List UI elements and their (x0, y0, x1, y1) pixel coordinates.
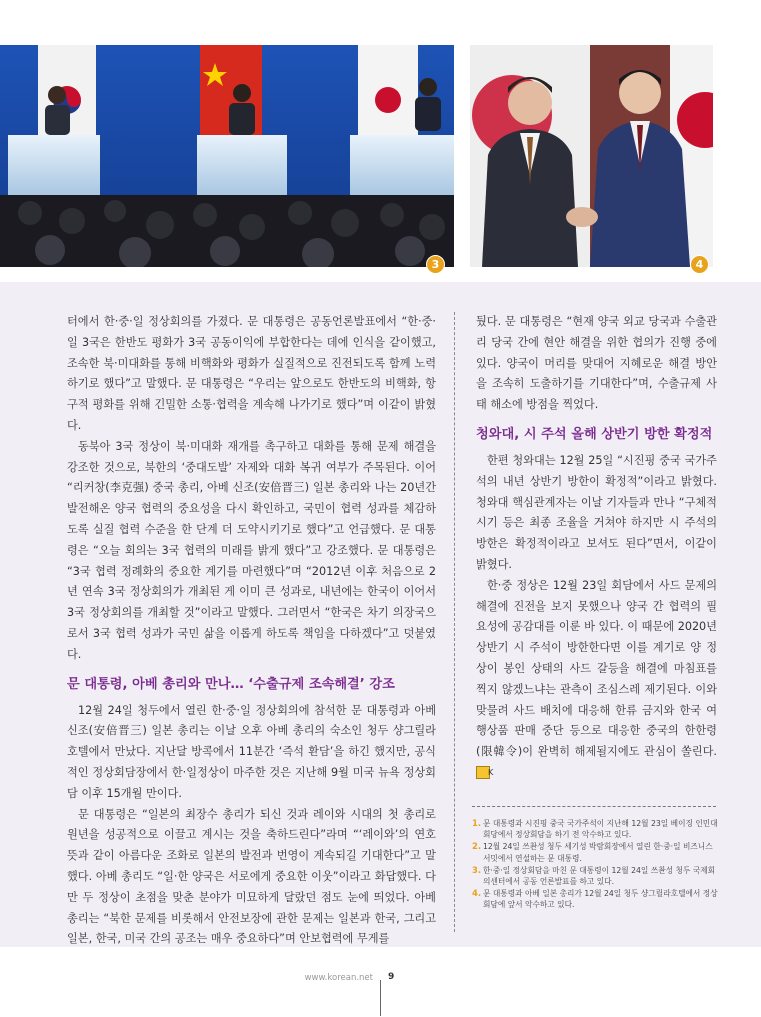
paragraph-text: 한·중 정상은 12월 23일 회담에서 사드 문제의 해결에 진전을 보지 못했으나 양국 간 협력의 필요성에 공감대를 이룬 바 있다. 이 때문에 2020년 상반기 시 주석이 방한한다면 이를 계기로 양 정상이 봉인 상태의 사드 갈등을 해결에 마침표를 찍지 않겠느냐는 관측이 조심스레 제기된다. 이와 맞물려 사드 배치에 대응해 한류 금지와 한국 여행상품 판매 중단 등으로 대응한 중국의 한한령(限韓令)이 완벽히 해제될지에도 관심이 쏠린다. (476, 578, 717, 759)
caption-text: 문 대통령과 아베 일본 총리가 12월 24일 청두 샹그릴라호텔에서 정상회담에 앞서 악수하고 있다. (483, 889, 718, 910)
caption-number: 4. (472, 888, 482, 899)
site-url[interactable]: www.korean.net (304, 973, 373, 983)
right-column (476, 312, 717, 784)
paragraph (476, 576, 717, 784)
photo-number-badge: 4 (690, 255, 709, 274)
caption-number: 1. (472, 818, 482, 828)
end-mark-icon: K (476, 766, 490, 779)
footer-divider (380, 980, 381, 1016)
page-number: 9 (388, 972, 395, 982)
caption-text: 한·중·일 정상회담을 마친 문 대통령이 12월 24일 쓰촨성 청두 국제회의센터에서 공동 언론발표를 하고 있다. (483, 865, 716, 887)
photo-captions (472, 818, 718, 912)
paragraph: 12월 24일 청두에서 열린 한·중·일 정상회의에 참석한 문 대통령과 아베 신조(安倍晋三) 일본 총리는 이날 오후 아베 총리의 숙소인 청두 샹그릴라 호텔에서 만났다. 지난달 방콕에서 11분간 ‘즉석 환담’을 하긴 했지만, 공식적인 정상회담장에서 한·일정상이 마주한 것은 지난해 9월 미국 뉴욕 정상회담 이후 15개월 만이다. (67, 703, 436, 800)
caption-divider (472, 806, 716, 807)
handshake-photo (470, 45, 713, 267)
section-heading: 청와대, 시 주석 올해 상반기 방한 확정적 (476, 426, 713, 442)
paragraph: 뒀다. 문 대통령은 “현재 양국 외교 당국과 수출관리 당국 간에 현안 해결을 위한 협의가 진행 중에 있다. 양국이 머리를 맞대어 지혜로운 해결 방안을 조속히 도출하기를 기대한다”며, 수출규제 사태 해소에 방점을 찍었다. (476, 315, 717, 412)
caption-number: 2. (472, 841, 482, 852)
column-divider (454, 312, 455, 932)
caption-item (472, 865, 718, 887)
caption-text: 12월 24일 쓰촨성 청두 세기성 박람회장에서 열린 한·중·일 비즈니스 서밋에서 연설하는 문 대통령. (483, 842, 713, 863)
left-column (67, 312, 436, 950)
paragraph: 한편 청와대는 12월 25일 “시진핑 중국 국가주석의 내년 상반기 방한이 확정적”이라고 밝혔다. 청와대 핵심관계자는 이날 기자들과 만나 “구체적 시기 등은 최종 조율을 거쳐야 하지만 시 주석의 방한은 확정적이라고 보셔도 된다”면서, 이같이 밝혔다. (476, 453, 717, 571)
photo-band (0, 0, 761, 282)
caption-item (472, 841, 718, 863)
paragraph: 동북아 3국 정상이 북·미대화 재개를 촉구하고 대화를 통해 문제 해결을 강조한 것으로, 북한의 ‘중대도발’ 자제와 대화 복귀 여부가 주목된다. 이어 “리커창(李克强) 중국 총리, 아베 신조(安倍晋三) 일본 총리와 나는 20년간 발전해온 양국 협력의 중요성을 다시 확인하고, 국민이 협력 성과를 체감하도록 실질 협력 수준을 한 단계 더 도약시키기로 했다”고 언급했다. 문 대통령은 “오늘 회의는 3국 협력의 미래를 밝게 했다”고 강조했다. 문 대통령은 “3국 협력 정례화의 중요한 계기를 마련했다”며 “2012년 이후 처음으로 2년 연속 3국 정상회의가 개최된 게 이미 큰 성과로, 내년에는 한국이 이어서 3국 정상회의를 개최할 것”이라고 말했다. 그러면서 “한국은 차기 의장국으로서 3국 협력 성과가 국민 삶을 이롭게 하도록 책임을 다하겠다”고 덧붙였다. (67, 439, 436, 661)
summit-press-photo (0, 45, 454, 267)
paragraph: 문 대통령은 “일본의 최장수 총리가 되신 것과 레이와 시대의 첫 총리로 원년을 성공적으로 이끌고 계시는 것을 축하드린다”라며 “‘레이와’의 연호 뜻과 같이 아름다운 조화로 일본의 발전과 번영이 계속되길 기대한다”고 말했다. 아베 총리도 “일·한 양국은 서로에게 중요한 이웃”이라고 화답했다. 다만 두 정상이 초점을 맞춘 분야가 미묘하게 달랐던 점도 눈에 띄었다. 아베 총리는 “북한 문제를 비롯해서 안전보장에 관한 문제는 일본과 한국, 그리고 일본, 한국, 미국 간의 공조는 매우 중요하다”며 안보협력에 무게를 (67, 807, 436, 946)
caption-text: 문 대통령과 시진핑 중국 국가주석이 지난해 12월 23일 베이징 인민대회당에서 정상회담을 하기 전 악수하고 있다. (483, 819, 718, 840)
photo-number-badge: 3 (426, 255, 445, 274)
section-heading: 문 대통령, 아베 총리와 만나… ‘수출규제 조속해결’ 강조 (67, 676, 395, 692)
article-body (0, 282, 761, 947)
caption-number: 3. (472, 864, 482, 875)
caption-item (472, 818, 718, 840)
paragraph: 터에서 한·중·일 정상회의를 가졌다. 문 대통령은 공동언론발표에서 “한·중·일 3국은 한반도 평화가 3국 공동이익에 부합한다는 데에 인식을 같이했고, 조속한 북·미대화를 통해 비핵화와 평화가 실질적으로 진전되도록 함께 노력하기로 했다”고 말했다. 문 대통령은 “우리는 앞으로도 한반도의 비핵화, 항구적 평화를 위해 긴밀한 소통·협력을 계속해 나가기로 했다”며 이같이 밝혔다. (67, 315, 436, 432)
caption-item (472, 888, 718, 910)
